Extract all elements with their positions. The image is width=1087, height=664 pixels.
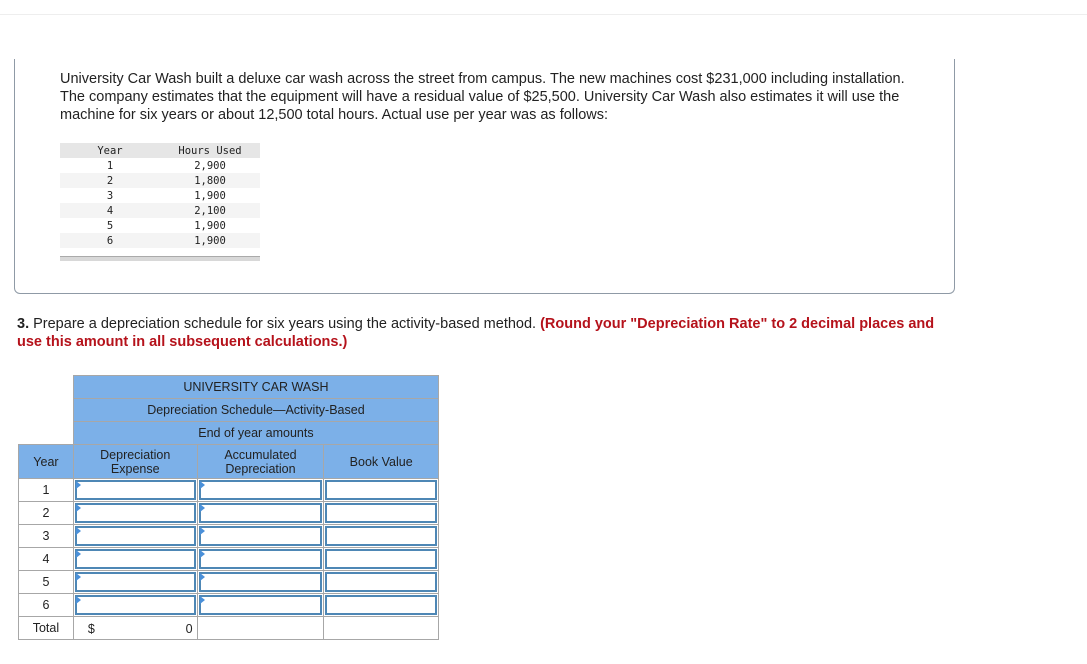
- schedule-year: 2: [19, 502, 74, 525]
- schedule-year: 3: [19, 525, 74, 548]
- hours-year: 4: [60, 203, 160, 218]
- schedule-subtitle: Depreciation Schedule—Activity-Based: [73, 399, 438, 422]
- question-number: 3.: [17, 316, 30, 332]
- question-text: Prepare a depreciation schedule for six years using the activity-based method.: [29, 316, 541, 332]
- table-row: [19, 548, 439, 571]
- accumulated-depreciation-input[interactable]: [197, 502, 324, 525]
- total-accumulated-empty: [197, 617, 324, 640]
- total-label: Total: [19, 617, 74, 640]
- total-depreciation-expense: [73, 617, 197, 640]
- depreciation-expense-input[interactable]: [73, 502, 197, 525]
- hours-value: 2,900: [194, 159, 226, 172]
- schedule-spacer: [19, 422, 74, 445]
- table-row: [19, 479, 439, 502]
- hours-year: 2: [60, 173, 160, 188]
- book-value-input[interactable]: [324, 525, 439, 548]
- table-row: [60, 233, 260, 248]
- schedule-year: 4: [19, 548, 74, 571]
- col-header-line: Depreciation: [100, 447, 171, 462]
- depreciation-expense-input[interactable]: [73, 479, 197, 502]
- hours-table-footer: [60, 256, 260, 261]
- book-value-input[interactable]: [324, 571, 439, 594]
- top-divider: [0, 14, 1087, 15]
- table-row: [60, 188, 260, 203]
- schedule-spacer: [19, 399, 74, 422]
- hours-value: 1,900: [160, 233, 260, 248]
- total-row: [19, 617, 439, 640]
- schedule-year: 6: [19, 594, 74, 617]
- depreciation-schedule: [18, 375, 439, 640]
- hours-value: 1,800: [160, 173, 260, 188]
- book-value-input[interactable]: [324, 594, 439, 617]
- depreciation-expense-input[interactable]: [73, 594, 197, 617]
- depreciation-expense-input[interactable]: [73, 548, 197, 571]
- total-book-empty: [324, 617, 439, 640]
- col-header-depreciation-expense: [73, 445, 197, 479]
- hours-header-hours: Hours Used: [160, 143, 260, 158]
- book-value-input[interactable]: [324, 479, 439, 502]
- depreciation-expense-input[interactable]: [73, 571, 197, 594]
- accumulated-depreciation-input[interactable]: [197, 548, 324, 571]
- col-header-accumulated-depreciation: [197, 445, 324, 479]
- schedule-spacer: [19, 376, 74, 399]
- hours-value: 2,100: [160, 203, 260, 218]
- col-header-line: Accumulated: [224, 447, 297, 462]
- table-row: [60, 158, 260, 173]
- table-row: [60, 203, 260, 218]
- table-row: [19, 571, 439, 594]
- col-header-year: Year: [19, 445, 74, 479]
- hours-header-year: Year: [60, 143, 160, 158]
- col-header-line: Depreciation: [225, 461, 296, 476]
- schedule-year: 1: [19, 479, 74, 502]
- accumulated-depreciation-input[interactable]: [197, 594, 324, 617]
- accumulated-depreciation-input[interactable]: [197, 571, 324, 594]
- accumulated-depreciation-input[interactable]: [197, 479, 324, 502]
- table-row: [19, 502, 439, 525]
- rounding-note: (Round your "Depreciation Rate" to 2 decimal places and use this amount in all subsequent calculations.): [17, 316, 935, 350]
- hours-year: 6: [60, 233, 160, 248]
- table-row: [60, 218, 260, 233]
- total-value: 0: [185, 622, 193, 636]
- hours-year: 1: [106, 159, 114, 172]
- schedule-year: 5: [19, 571, 74, 594]
- problem-intro: University Car Wash built a deluxe car wash across the street from campus. The new machines cost $231,000 including installation. The company estimates that the equipment will have a residual value of $25,500. University Car Wash also estimates it will use the machine for six years or about 12,500 total hours. Actual use per year was as follows:: [60, 71, 905, 123]
- col-header-book-value: Book Value: [324, 445, 439, 479]
- book-value-input[interactable]: [324, 548, 439, 571]
- schedule-caption: End of year amounts: [73, 422, 438, 445]
- accumulated-depreciation-input[interactable]: [197, 525, 324, 548]
- hours-used-table: [60, 143, 260, 248]
- table-row: [19, 525, 439, 548]
- hours-year: 3: [106, 189, 114, 202]
- hours-value: 1,900: [194, 189, 226, 202]
- question-prompt: [17, 315, 937, 351]
- total-currency: $: [87, 622, 95, 636]
- depreciation-expense-input[interactable]: [73, 525, 197, 548]
- table-row: [60, 173, 260, 188]
- book-value-input[interactable]: [324, 502, 439, 525]
- schedule-title: UNIVERSITY CAR WASH: [73, 376, 438, 399]
- hours-value: 1,900: [194, 219, 226, 232]
- col-header-line: Expense: [110, 461, 160, 476]
- table-row: [19, 594, 439, 617]
- hours-year: 5: [106, 219, 114, 232]
